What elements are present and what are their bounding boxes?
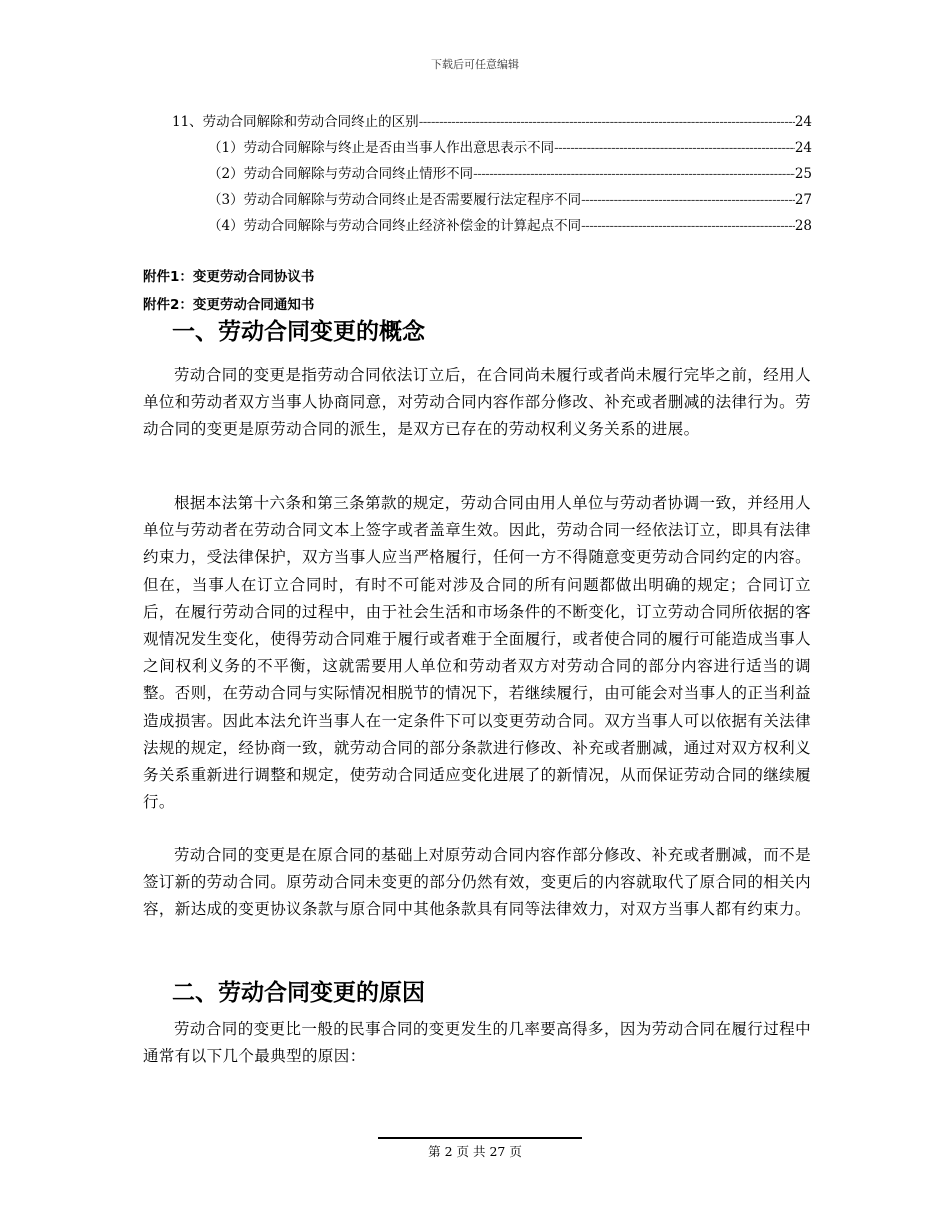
toc-leader bbox=[419, 112, 795, 132]
body-paragraph: 根据本法第十六条和第三条第款的规定，劳动合同由用人单位与劳动者协调一致，并经用人单位与劳动者在劳动合同文本上签字或者盖章生效。因此，劳动合同一经依法订立，即具有法律约束力，受法律保护，双方当事人应当严格履行，任何一方不得随意变更劳动合同约定的内容。但在，当事人在订立合同时，有时不可能对涉及合同的所有问题都做出明确的规定；合同订立后，在履行劳动合同的过程中，由于社会生活和市场条件的不断变化，订立劳动合同所依据的客观情况发生变化，使得劳动合同难于履行或者难于全面履行，或者使合同的履行可能造成当事人之间权利义务的不平衡，这就需要用人单位和劳动者双方对劳动合同的部分内容进行适当的调整。否则，在劳动合同与实际情况相脱节的情况下，若继续履行，由可能会对当事人的正当利益造成损害。因此本法允许当事人在一定条件下可以变更劳动合同。双方当事人可以依据有关法律法规的规定，经协商一致，就劳动合同的部分条款进行修改、补充或者删减，通过对双方权利义务关系重新进行调整和规定，使劳动合同适应变化进展了的新情况，从而保证劳动合同的继续履行。 bbox=[143, 494, 811, 812]
toc-entry-label: （3）劳动合同解除与劳动合同终止是否需要履行法定程序不同 bbox=[208, 192, 582, 208]
body-paragraph: 劳动合同的变更比一般的民事合同的变更发生的几率要高得多，因为劳动合同在履行过程中通常有以下几个最典型的原因： bbox=[143, 1020, 811, 1066]
body-paragraph: 劳动合同的变更是指劳动合同依法订立后，在合同尚未履行或者尚未履行完毕之前，经用人单位和劳动者双方当事人协商同意，对劳动合同内容作部分修改、补充或者删减的法律行为。劳动合同的变更是原劳动合同的派生，是双方已存在的劳动权利义务关系的进展。 bbox=[143, 366, 811, 439]
toc-entry-page: 24 bbox=[794, 114, 812, 130]
toc-entry[interactable] bbox=[208, 216, 812, 236]
toc-entry-page: 24 bbox=[794, 140, 812, 156]
toc-entry[interactable] bbox=[208, 138, 812, 158]
toc-entry[interactable] bbox=[208, 190, 812, 210]
section-heading: 一、劳动合同变更的概念 bbox=[172, 319, 425, 345]
toc-entry-label: （2）劳动合同解除与劳动合同终止情形不同 bbox=[208, 166, 474, 182]
toc-entry[interactable] bbox=[172, 112, 812, 132]
page-header: 下载后可任意编辑 bbox=[431, 58, 519, 71]
toc-entry-page: 27 bbox=[794, 192, 812, 208]
appendix-item: 附件1：变更劳动合同协议书 bbox=[143, 269, 315, 285]
toc-entry-label: （4）劳动合同解除与劳动合同终止经济补偿金的计算起点不同 bbox=[208, 218, 582, 234]
appendix-item: 附件2：变更劳动合同通知书 bbox=[143, 297, 315, 313]
toc-entry-page: 28 bbox=[794, 218, 812, 234]
toc-entry-page: 25 bbox=[794, 166, 812, 182]
toc-entry-label: 11、劳动合同解除和劳动合同终止的区别 bbox=[172, 114, 419, 130]
toc-leader bbox=[554, 138, 795, 158]
toc-leader bbox=[473, 164, 795, 184]
section-heading: 二、劳动合同变更的原因 bbox=[172, 980, 425, 1006]
body-paragraph: 劳动合同的变更是在原合同的基础上对原劳动合同内容作部分修改、补充或者删减，而不是签订新的劳动合同。原劳动合同未变更的部分仍然有效，变更后的内容就取代了原合同的相关内容，新达成的变更协议条款与原合同中其他条款具有同等法律效力，对双方当事人都有约束力。 bbox=[143, 846, 811, 919]
toc-leader bbox=[581, 190, 795, 210]
toc-entry[interactable] bbox=[208, 164, 812, 184]
toc-entry-label: （1）劳动合同解除与终止是否由当事人作出意思表示不同 bbox=[208, 140, 555, 156]
toc-leader bbox=[581, 216, 795, 236]
page-number: 第 2 页 共 27 页 bbox=[428, 1144, 522, 1159]
footer-divider bbox=[378, 1137, 582, 1139]
